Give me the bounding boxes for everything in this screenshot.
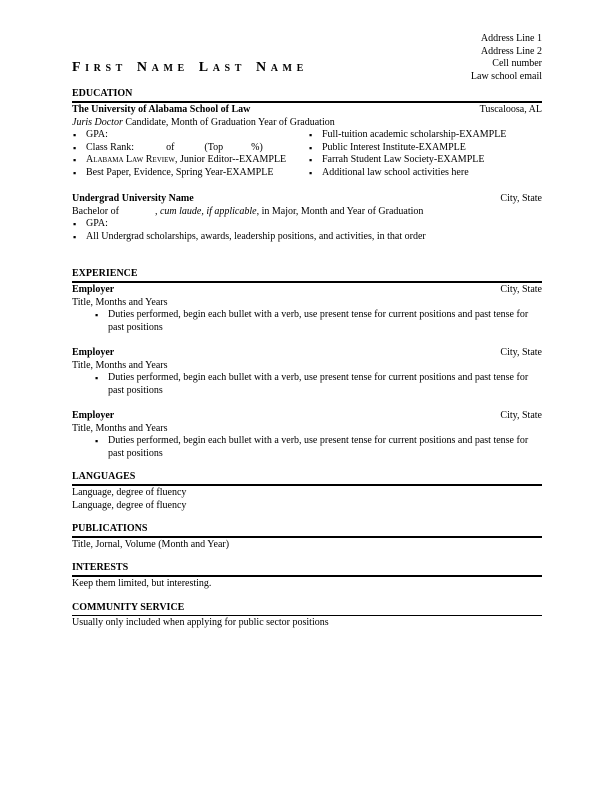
languages-section — [72, 471, 542, 512]
class-rank-label: Class Rank: — [86, 141, 135, 153]
name-rest: AME — [151, 63, 189, 74]
law-review-name: Alabama Law Review — [86, 154, 175, 165]
employer-location: City, State — [500, 347, 542, 358]
name-initial: N — [255, 60, 271, 75]
list-item: ▪ Public Interest Institute-EXAMPLE — [308, 142, 542, 155]
publications-section — [72, 523, 542, 552]
degree-italic: Juris Doctor — [72, 116, 123, 128]
job-title: Title, Months and Years — [72, 296, 168, 308]
class-rank-of: of — [166, 141, 175, 153]
employer-location: City, State — [500, 410, 542, 421]
employer-name: Employer — [72, 284, 115, 295]
language-item: Language, degree of fluency — [72, 499, 187, 511]
list-item-law-review — [72, 154, 308, 167]
list-item: ▪ All Undergrad scholarships, awards, leadership positions, and activities, in that order — [72, 231, 542, 244]
name-initial: L — [198, 60, 213, 75]
job-entry — [72, 284, 542, 334]
degree-rest: , in Major, Month and Year of Graduation — [256, 205, 424, 217]
job-title: Title, Months and Years — [72, 359, 168, 371]
degree-prefix: Bachelor of — [72, 205, 119, 217]
list-item: ▪ Farrah Student Law Society-EXAMPLE — [308, 154, 542, 167]
cell-number: Cell number — [492, 58, 542, 69]
employer-name: Employer — [72, 347, 115, 358]
list-item: ▪ Best Paper, Evidence, Spring Year-EXAMPLE — [72, 167, 308, 180]
section-heading: LANGUAGES — [72, 471, 542, 486]
experience-section — [72, 268, 542, 460]
community-service-text: Usually only included when applying for public sector positions — [72, 617, 329, 628]
section-heading: EDUCATION — [72, 88, 542, 103]
law-review-role: , Junior Editor--EXAMPLE — [174, 154, 287, 165]
list-item: ▪ Duties performed, begin each bullet with a verb, use present tense for current positions and past tense for past positions — [94, 309, 542, 334]
publication-item: Title, Jornal, Volume (Month and Year) — [72, 539, 230, 550]
list-item: ▪ Duties performed, begin each bullet with a verb, use present tense for current positions and past tense for past positions — [94, 372, 542, 397]
law-school-row — [72, 104, 542, 117]
list-item: ▪ GPA: — [72, 129, 308, 142]
name-initial: F — [72, 60, 86, 75]
name-rest: AST — [212, 63, 246, 74]
law-school-name: The University of Alabama School of Law — [72, 104, 251, 115]
section-heading: EXPERIENCE — [72, 268, 542, 283]
law-bullets — [72, 129, 542, 179]
community-service-section — [72, 602, 542, 630]
class-rank-top: (Top — [204, 141, 224, 153]
address-line-2: Address Line 2 — [480, 45, 542, 57]
degree-rest: Candidate, Month of Graduation Year of Graduation — [122, 116, 335, 128]
employer-name: Employer — [72, 410, 115, 421]
interests-text: Keep them limited, but interesting. — [72, 578, 212, 589]
name-rest: IRST — [85, 63, 127, 74]
interests-section — [72, 562, 542, 591]
job-entry — [72, 347, 542, 397]
section-heading: INTERESTS — [72, 562, 542, 577]
employer-location: City, State — [500, 284, 542, 295]
section-heading: COMMUNITY SERVICE — [72, 602, 542, 616]
law-school-location: Tuscaloosa, AL — [479, 104, 542, 115]
undergrad-name: Undergrad University Name — [72, 193, 194, 204]
law-school-email: Law school email — [470, 70, 542, 82]
undergrad-row — [72, 193, 542, 206]
contact-info — [471, 33, 542, 83]
undergrad-bullets — [72, 218, 542, 243]
list-item: ▪ Additional law school activities here — [308, 167, 542, 180]
undergrad-degree — [72, 206, 542, 219]
job-title: Title, Months and Years — [72, 422, 168, 434]
degree-honors: , cum laude, if applicable — [154, 205, 257, 217]
list-item: ▪ Full-tuition academic scholarship-EXAMPLE — [308, 129, 542, 142]
list-item-class-rank — [72, 142, 308, 155]
section-heading: PUBLICATIONS — [72, 523, 542, 538]
name-rest: AME — [270, 63, 308, 74]
law-bullets-left — [72, 129, 308, 179]
undergrad-location: City, State — [500, 193, 542, 204]
list-item: ▪ Duties performed, begin each bullet with a verb, use present tense for current positions and past tense for past positions — [94, 435, 542, 460]
law-degree — [72, 117, 542, 130]
address-line-1: Address Line 1 — [480, 33, 542, 44]
job-entry — [72, 410, 542, 460]
list-item: ▪ GPA: — [72, 218, 542, 231]
name-initial: N — [136, 60, 152, 75]
law-bullets-right — [308, 129, 542, 179]
applicant-name — [72, 59, 308, 76]
class-rank-percent: %) — [251, 141, 263, 153]
education-section — [72, 88, 542, 243]
language-item: Language, degree of fluency — [72, 487, 187, 498]
